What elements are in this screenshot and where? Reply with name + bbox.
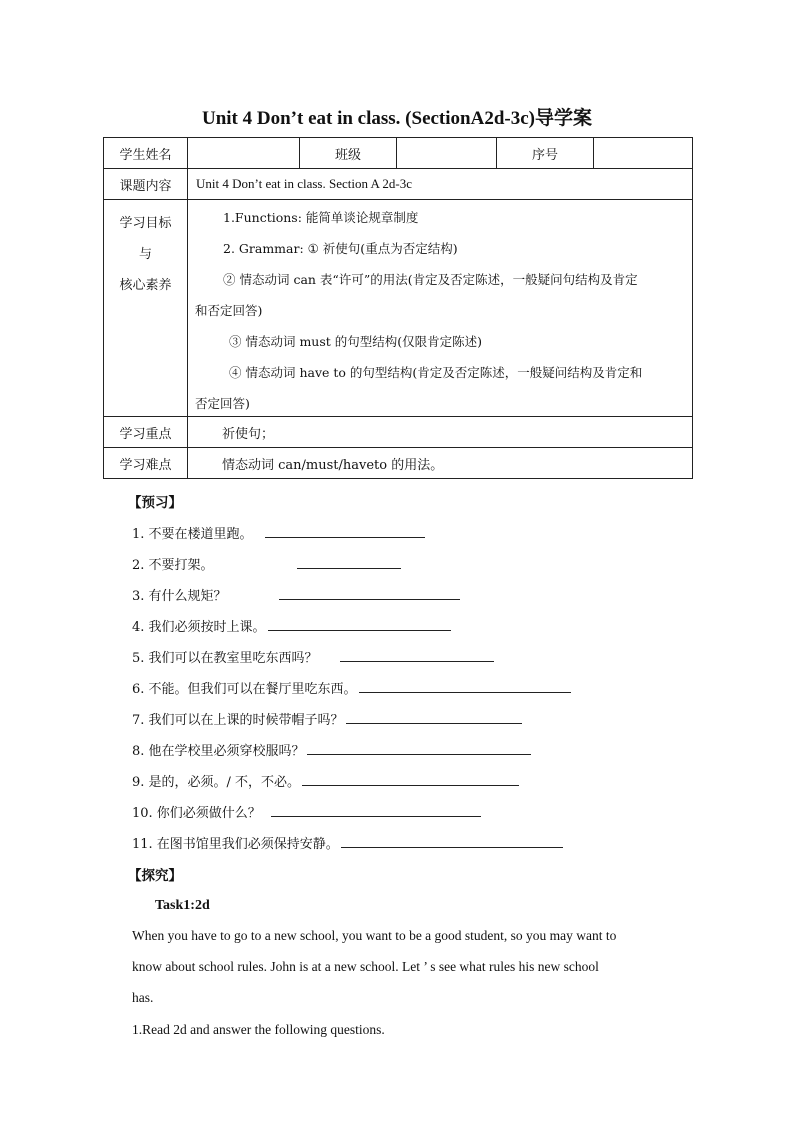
key-value: 祈使句；	[188, 417, 693, 448]
answer-blank[interactable]	[302, 773, 519, 786]
difficulty-value: 情态动词 can/must/haveto 的用法。	[188, 448, 693, 479]
explore-heading: 【探究】	[128, 868, 182, 884]
key-label: 学习重点	[104, 417, 188, 448]
preview-item	[132, 616, 451, 635]
goals-label-line: 核心素养	[119, 278, 172, 293]
preview-item-text: 8. 他在学校里必须穿校服吗？	[132, 744, 305, 759]
goals-label	[104, 200, 188, 417]
goal-line: ③ 情态动词 must 的句型结构(仅限肯定陈述)	[229, 334, 483, 349]
preview-item-text: 2. 不要打架。	[132, 558, 214, 573]
preview-item	[132, 802, 481, 821]
paragraph-line: has.	[132, 990, 154, 1005]
task-title: Task1:2d	[155, 898, 210, 913]
goal-line: 和否定回答)	[195, 303, 263, 318]
preview-item	[132, 554, 401, 573]
preview-item-text: 6. 不能。但我们可以在餐厅里吃东西。	[132, 682, 357, 697]
preview-item-text: 10. 你们必须做什么？	[132, 806, 261, 821]
goals-label-line: 与	[138, 247, 152, 262]
preview-item	[132, 523, 425, 542]
student-name-label: 学生姓名	[104, 138, 188, 169]
number-field[interactable]	[594, 138, 693, 169]
preview-item-text: 1. 不要在楼道里跑。	[132, 527, 253, 542]
goal-line: ④ 情态动词 have to 的句型结构(肯定及否定陈述，一般疑问结构及肯定和	[229, 365, 643, 380]
answer-blank[interactable]	[279, 587, 460, 600]
class-label: 班级	[300, 138, 397, 169]
preview-item	[132, 678, 571, 697]
answer-blank[interactable]	[341, 835, 563, 848]
topic-value: Unit 4 Don’t eat in class. Section A 2d-3c	[188, 169, 693, 200]
answer-blank[interactable]	[340, 649, 494, 662]
paragraph-line: When you have to go to a new school, you want to be a good student, so you may want to	[132, 928, 617, 943]
number-label: 序号	[497, 138, 594, 169]
answer-blank[interactable]	[346, 711, 522, 724]
paragraph-line: know about school rules. John is at a new school. Let ’ s see what rules his new school	[132, 959, 599, 974]
preview-item	[132, 740, 531, 759]
preview-item	[132, 647, 494, 666]
info-table	[103, 137, 693, 479]
page-title: Unit 4 Don’t eat in class. (SectionA2d-3c)导学案	[201, 108, 592, 129]
preview-item	[132, 585, 460, 604]
preview-item	[132, 833, 563, 852]
preview-item-text: 7. 我们可以在上课的时候带帽子吗？	[132, 713, 344, 728]
answer-blank[interactable]	[297, 556, 401, 569]
preview-item	[132, 771, 519, 790]
answer-blank[interactable]	[268, 618, 451, 631]
student-name-field[interactable]	[188, 138, 300, 169]
answer-blank[interactable]	[307, 742, 531, 755]
goal-line: 1.Functions: 能简单谈论规章制度	[223, 210, 419, 225]
answer-blank[interactable]	[359, 680, 571, 693]
class-field[interactable]	[397, 138, 497, 169]
goal-line: ② 情态动词 can 表“许可”的用法(肯定及否定陈述，一般疑问句结构及肯定	[223, 272, 638, 287]
preview-heading: 【预习】	[128, 495, 182, 511]
preview-item-text: 11. 在图书馆里我们必须保持安静。	[132, 837, 339, 852]
goals-label-line: 学习目标	[119, 216, 172, 231]
preview-item-text: 3. 有什么规矩？	[132, 589, 227, 604]
answer-blank[interactable]	[265, 525, 425, 538]
preview-item-text: 9. 是的，必须。/ 不，不必。	[132, 775, 301, 790]
goals-cell	[188, 200, 693, 417]
goal-line: 2. Grammar: ① 祈使句(重点为否定结构)	[223, 241, 458, 256]
question-line: 1.Read 2d and answer the following questions.	[132, 1022, 385, 1037]
preview-item-text: 5. 我们可以在教室里吃东西吗？	[132, 651, 318, 666]
preview-item	[132, 709, 522, 728]
goal-line: 否定回答)	[195, 396, 250, 411]
answer-blank[interactable]	[271, 804, 481, 817]
preview-item-text: 4. 我们必须按时上课。	[132, 620, 266, 635]
difficulty-label: 学习难点	[104, 448, 188, 479]
topic-label: 课题内容	[104, 169, 188, 200]
